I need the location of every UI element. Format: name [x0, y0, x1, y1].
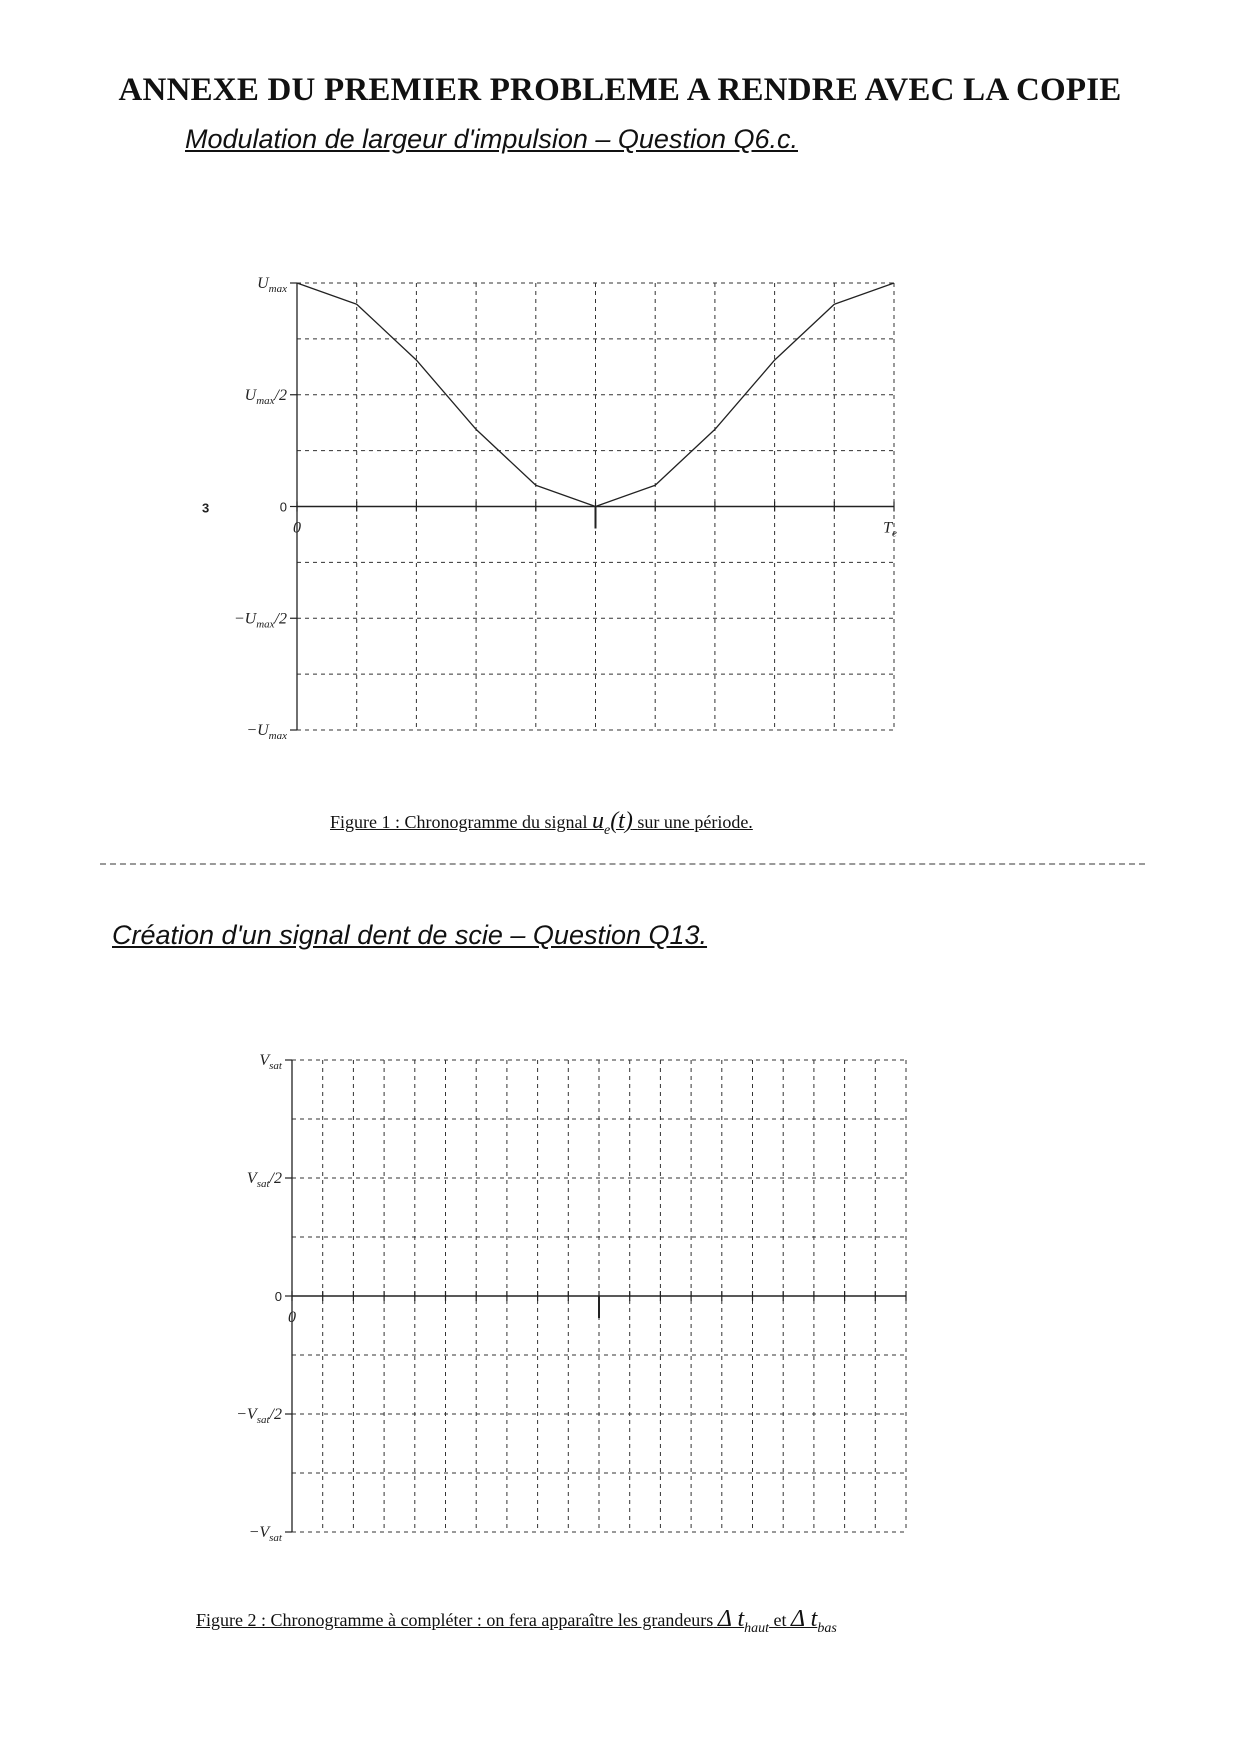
x-tick-label: 0: [293, 519, 301, 537]
y-tick-label: $U_{max}/2$: [244, 386, 287, 407]
y-tick-label: $V_{sat}$: [259, 1052, 282, 1072]
caption-2-sub2: bas: [817, 1620, 837, 1636]
caption-2-delta-haut: [717, 1606, 770, 1636]
caption-1-subscript: e: [603, 822, 611, 838]
y-tick-label: $-U_{max}$: [246, 722, 287, 742]
caption-2-prefix: Figure 2 : Chronogramme à compléter : on fera apparaître les grandeurs: [196, 1610, 714, 1630]
x-tick-label: 0: [288, 1309, 296, 1326]
caption-2-symbol2: Δ t: [791, 1606, 818, 1632]
caption-1-suffix: sur une période.: [637, 812, 753, 832]
caption-2-sub1: haut: [744, 1620, 770, 1636]
section-title-sawtooth: Création d'un signal dent de scie – Question Q13.: [112, 920, 708, 950]
y-tick-label: $-U_{max}/2$: [233, 610, 287, 631]
caption-2-delta-bas: [791, 1606, 837, 1636]
stray-mark: 3: [202, 500, 210, 516]
y-tick-label: 0: [274, 1289, 282, 1304]
section-title-pwm: Modulation de largeur d'impulsion – Question Q6.c.: [185, 124, 798, 154]
caption-1-prefix: Figure 1 : Chronogramme du signal: [330, 812, 588, 832]
x-tick-label: $T_e$: [883, 519, 897, 540]
y-tick-label: $-V_{sat}$: [248, 1524, 282, 1544]
y-tick-label: $U_{max}$: [257, 275, 287, 295]
caption-1-arg: (t): [610, 808, 633, 834]
caption-2-conj: et: [773, 1610, 787, 1630]
y-tick-label: $V_{sat}/2$: [246, 1170, 282, 1190]
caption-2-symbol1: Δ t: [717, 1606, 745, 1632]
figure-2-caption: [196, 1606, 837, 1637]
y-tick-label: 0: [279, 499, 287, 515]
caption-1-symbol: u: [591, 808, 604, 834]
page-title: ANNEXE DU PREMIER PROBLEME A RENDRE AVEC LA COPIE: [118, 72, 1122, 108]
y-tick-label: $-V_{sat}/2$: [236, 1406, 282, 1426]
